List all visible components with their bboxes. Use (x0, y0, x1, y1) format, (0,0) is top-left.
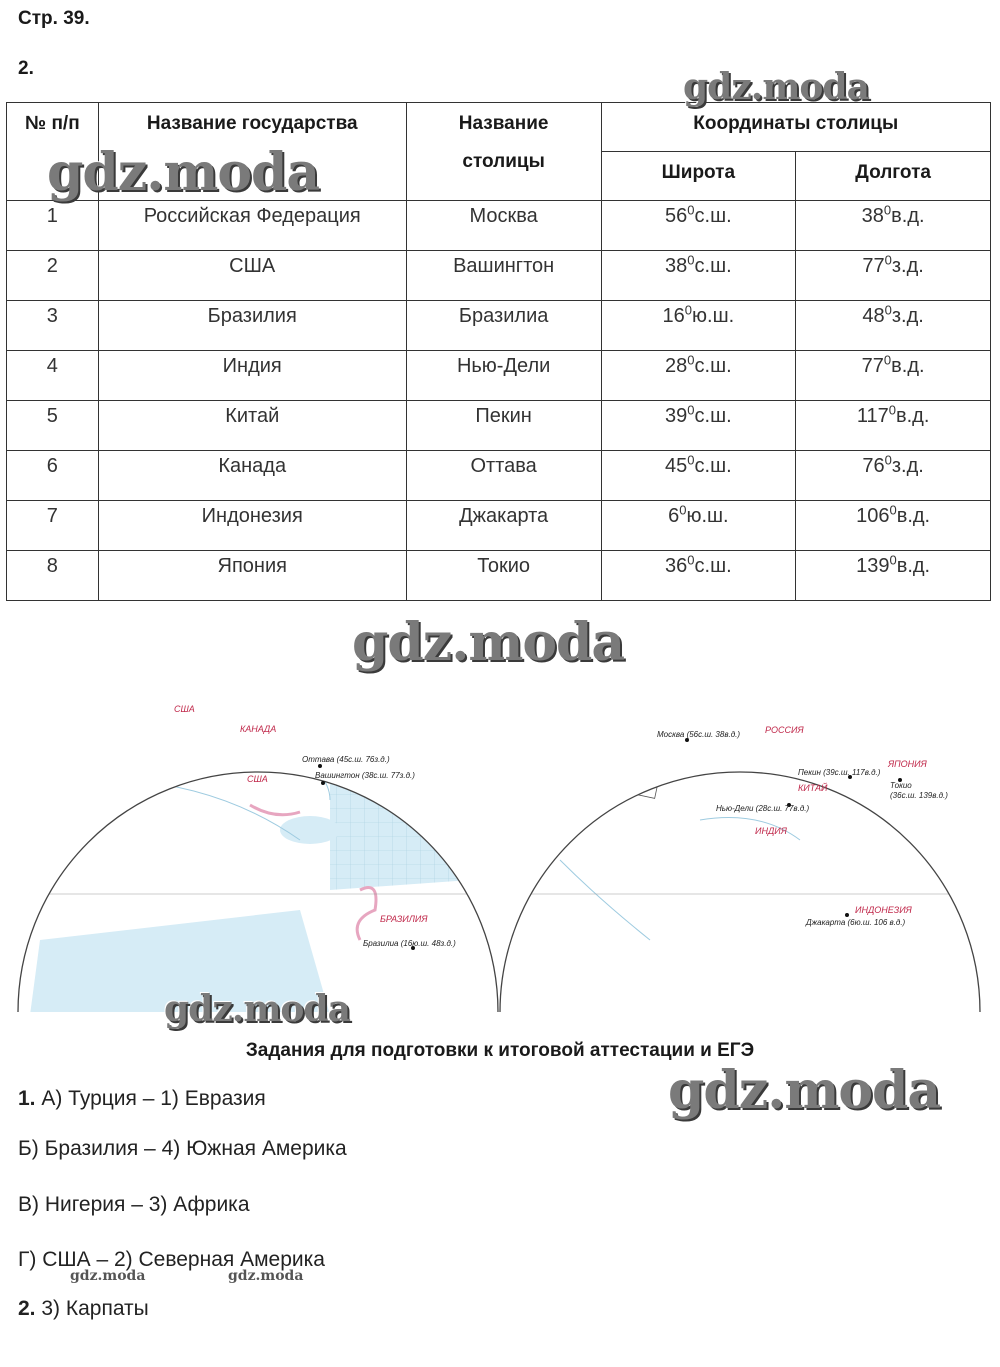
map-label-washington: Вашингтон (38с.ш. 77з.д.) (315, 771, 415, 780)
row-state: Российская Федерация (98, 201, 406, 251)
row-number: 3 (7, 301, 99, 351)
watermark: gdz.moda (352, 612, 625, 673)
row-longitude: $77^0з.д$. (796, 251, 991, 301)
city-marker-ottawa (318, 764, 322, 768)
row-longitude: $106^0в.д$. (796, 501, 991, 551)
row-capital: Оттава (406, 451, 601, 501)
row-capital: Пекин (406, 401, 601, 451)
watermark: gdz.moda (47, 142, 320, 203)
map-label-brazil: БРАЗИЛИЯ (380, 914, 428, 924)
answer-1a-text: А) Турция – 1) Евразия (35, 1087, 266, 1110)
table-row (7, 401, 991, 451)
row-number: 2 (7, 251, 99, 301)
watermark: gdz.moda (668, 1060, 941, 1121)
table-row (7, 501, 991, 551)
map-label-beijing: Пекин (39с.ш. 117в.д.) (798, 768, 881, 777)
city-marker-washington (321, 781, 325, 785)
answer-1-number: 1. (18, 1087, 36, 1110)
map-label-jakarta: Джакарта (6ю.ш. 106 в.д.) (806, 918, 906, 927)
table-row (7, 301, 991, 351)
map-label-tokyo-coords: (36с.ш. 139в.д.) (890, 791, 948, 800)
row-state: США (98, 251, 406, 301)
row-capital: Джакарта (406, 501, 601, 551)
answer-2-text: 3) Карпаты (35, 1297, 149, 1320)
header-capital-line2: столицы (462, 151, 545, 172)
map-label-japan: ЯПОНИЯ (888, 759, 927, 769)
row-number: 1 (7, 201, 99, 251)
watermark: gdz.moda (164, 988, 350, 1030)
row-latitude: $45^0с.ш$. (601, 451, 796, 501)
map-label-usa: США (247, 774, 268, 784)
row-state: Канада (98, 451, 406, 501)
watermark: gdz.moda (228, 1268, 304, 1284)
header-coords: Координаты столицы (601, 103, 991, 152)
row-longitude: $48^0з.д$. (796, 301, 991, 351)
header-num: № п/п (7, 103, 99, 201)
answer-1b: Б) Бразилия – 4) Южная Америка (18, 1137, 347, 1160)
row-number: 8 (7, 551, 99, 601)
row-longitude: $38^0в.д$. (796, 201, 991, 251)
header-lon: Долгота (796, 152, 991, 201)
row-latitude: $6^0ю.ш$. (601, 501, 796, 551)
row-state: Индия (98, 351, 406, 401)
map-label-ottawa: Оттава (45с.ш. 76з.д.) (302, 755, 390, 764)
row-capital: Бразилиа (406, 301, 601, 351)
row-capital: Москва (406, 201, 601, 251)
row-latitude: $38^0с.ш$. (601, 251, 796, 301)
row-longitude: $117^0в.д$. (796, 401, 991, 451)
row-capital: Нью-Дели (406, 351, 601, 401)
map-label-india: ИНДИЯ (755, 826, 787, 836)
table-row (7, 351, 991, 401)
city-marker-jakarta (845, 913, 849, 917)
answer-1c: В) Нигерия – 3) Африка (18, 1193, 250, 1216)
row-state: Индонезия (98, 501, 406, 551)
row-capital: Вашингтон (406, 251, 601, 301)
map-label-indonesia: ИНДОНЕЗИЯ (855, 905, 912, 915)
answer-1d: Г) США – 2) Северная Америка (18, 1248, 325, 1271)
task-number: 2. (18, 58, 34, 79)
row-capital: Токио (406, 551, 601, 601)
map-label-moscow: Москва (56с.ш. 38в.д.) (657, 730, 741, 739)
row-longitude: $77^0в.д$. (796, 351, 991, 401)
map-label-usa-north: США (174, 704, 195, 714)
table-row (7, 201, 991, 251)
answer-2-number: 2. (18, 1297, 36, 1320)
row-state: Япония (98, 551, 406, 601)
header-lat: Широта (601, 152, 796, 201)
map-label-russia: РОССИЯ (765, 725, 804, 735)
answer-2 (18, 1297, 149, 1321)
watermark: gdz.moda (70, 1268, 146, 1284)
row-number: 7 (7, 501, 99, 551)
section-title: Задания для подготовки к итоговой аттестации и ЕГЭ (245, 1040, 755, 1061)
header-capital (406, 103, 601, 201)
row-latitude: $36^0с.ш$. (601, 551, 796, 601)
answer-1a (18, 1087, 266, 1111)
map-label-new-delhi: Нью-Дели (28с.ш. 77в.д.) (716, 804, 810, 813)
row-state: Бразилия (98, 301, 406, 351)
watermark: gdz.moda (683, 66, 869, 108)
page-label: Стр. 39. (18, 8, 90, 29)
western-hemisphere (18, 640, 498, 1015)
map-label-brasilia: Бразилиа (16ю.ш. 48з.д.) (363, 939, 456, 948)
map-label-tokyo: Токио (890, 781, 912, 790)
row-number: 6 (7, 451, 99, 501)
table-row (7, 551, 991, 601)
map-label-canada: КАНАДА (240, 724, 277, 734)
row-longitude: $139^0в.д$. (796, 551, 991, 601)
table-row (7, 251, 991, 301)
row-latitude: $56^0с.ш$. (601, 201, 796, 251)
row-latitude: $39^0с.ш$. (601, 401, 796, 451)
header-capital-line1: Название (458, 113, 549, 134)
row-number: 4 (7, 351, 99, 401)
table-body (7, 201, 991, 601)
table-row (7, 451, 991, 501)
row-state: Китай (98, 401, 406, 451)
row-latitude: $16^0ю.ш$. (601, 301, 796, 351)
map-label-china: КИТАЙ (798, 783, 828, 793)
eastern-hemisphere (500, 640, 980, 1015)
row-longitude: $76^0з.д$. (796, 451, 991, 501)
world-map-hemispheres (0, 640, 1000, 1015)
row-number: 5 (7, 401, 99, 451)
row-latitude: $28^0с.ш$. (601, 351, 796, 401)
header-state: Название государства (98, 103, 406, 201)
